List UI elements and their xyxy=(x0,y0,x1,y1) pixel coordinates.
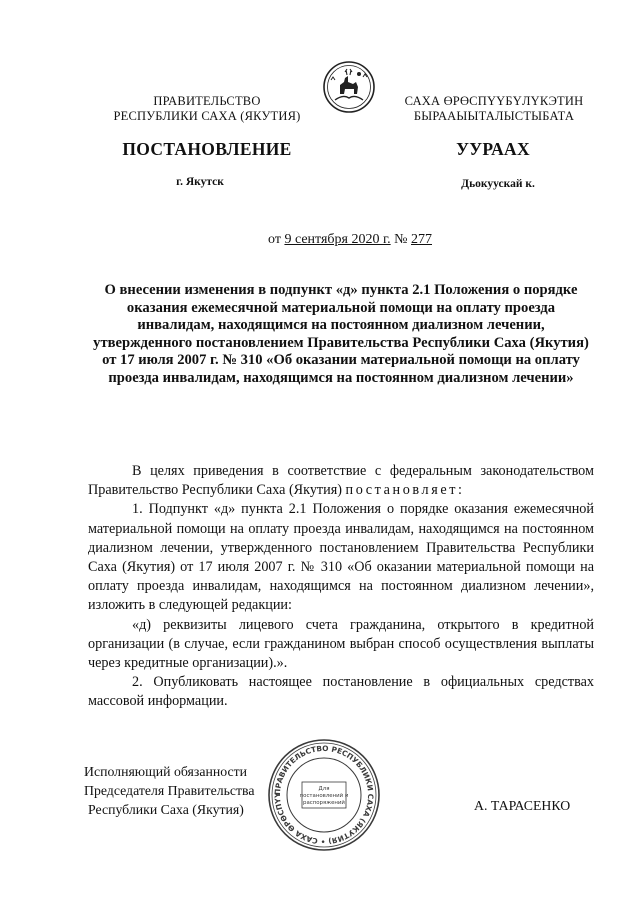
coat-of-arms-emblem xyxy=(323,60,375,114)
seal-center-line1: Для xyxy=(318,786,330,792)
signatory-name: А. ТАРАСЕНКО xyxy=(474,798,571,813)
signatory-line1: Исполняющий обязанности xyxy=(84,764,247,779)
header-right-line1: САХА ӨРӨСПҮҮБҮЛҮКЭТИН xyxy=(404,94,584,108)
doc-type-right: УУРААХ xyxy=(456,139,530,159)
clause-1-paragraph: 1. Подпункт «д» пункта 2.1 Положения о порядке оказания ежемесячной материальной помощи на оплату проезда инвалидам, находящимся на постоянном диализном лечении, утвержденного постановлением Правительства Республики Саха (Якутия) от 17 июля 2007 г. № 310 «Об оказании материальной помощи на оплату проезда инвалидам, находящимся на постоянном диализном лечении», изложить в следующей редакции: xyxy=(88,501,594,614)
number-sign: № xyxy=(394,232,408,247)
header-left-line2: РЕСПУБЛИКИ САХА (ЯКУТИЯ) xyxy=(113,109,301,123)
preamble-text: В целях приведения в соответствие с федеральным законодательством Правительство Республики Саха (Якутия) xyxy=(88,463,594,499)
signatory-position xyxy=(84,762,255,819)
seal-center-line2: постановлений и xyxy=(299,793,349,799)
signatory-line3: Республики Саха (Якутия) xyxy=(88,802,244,817)
signatory-line2: Председателя Правительства xyxy=(84,783,255,798)
document-date: 9 сентября 2020 г. xyxy=(284,232,391,247)
document-body xyxy=(88,462,594,712)
seal-ring-text: ПРАВИТЕЛЬСТВО РЕСПУБЛИКИ САХА (ЯКУТИЯ) • САХА ӨРӨСПҮҮ xyxy=(272,743,376,847)
document-title: О внесении изменения в подпункт «д» пункта 2.1 Положения о порядке оказания ежемесячной материальной помощи на оплату проезда инвалидам, находящимся на постоянном диализном лечении, утвержденного постановлением Правительства Республики Саха (Якутия) от 17 июля 2007 г. № 310 «Об оказании материальной помощи на оплату проезда инвалидам, находящимся на постоянном диализном лечении» xyxy=(93,282,589,386)
clause-2-paragraph: 2. Опубликовать настоящее постановление в официальных средствах массовой информации. xyxy=(88,674,594,710)
header-right-line2: БЫРААЫЫТАЛЫСТЫБАТА xyxy=(413,109,575,123)
resolves-word: постановляет: xyxy=(345,482,465,499)
header-right-org xyxy=(384,94,604,124)
date-number-line xyxy=(180,232,520,248)
city-left: г. Якутск xyxy=(176,176,224,188)
clause-1-new-wording: «д) реквизиты лицевого счета гражданина, открытого в кредитной организации (в случае, если гражданином выбран способ осуществления выплаты через кредитные организации).». xyxy=(88,616,594,672)
document-number: 277 xyxy=(411,232,432,247)
doc-type-left: ПОСТАНОВЛЕНИЕ xyxy=(122,139,292,159)
date-prefix: от xyxy=(268,232,281,247)
header-left-line1: ПРАВИТЕЛЬСТВО xyxy=(153,94,261,108)
seal-center-line3: распоряжений xyxy=(303,800,345,806)
header-left-org xyxy=(100,94,314,124)
preamble-paragraph xyxy=(88,462,594,500)
official-seal xyxy=(267,738,381,852)
city-right: Дьокуускай к. xyxy=(461,178,535,190)
